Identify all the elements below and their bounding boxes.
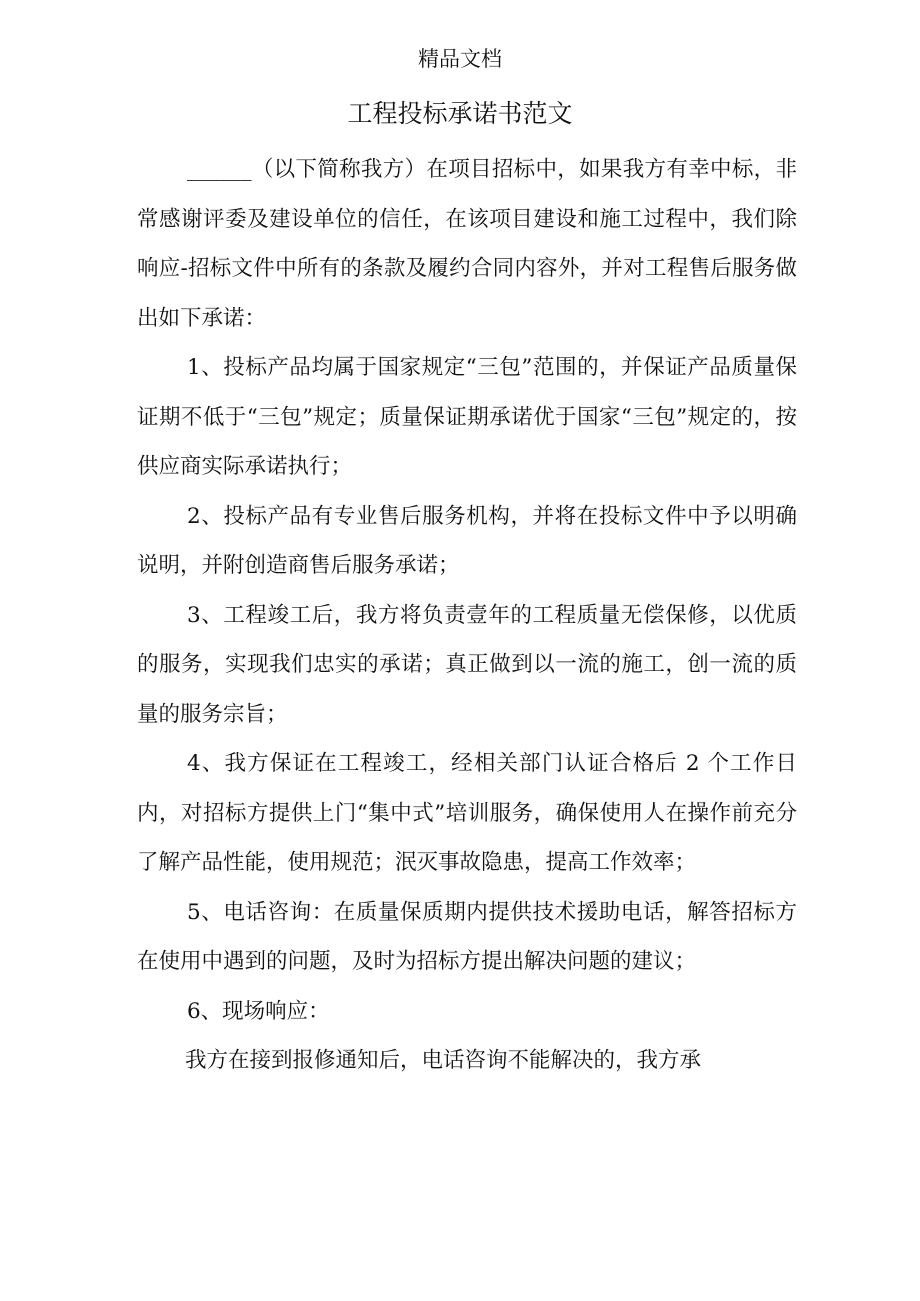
commitment-item-6: 6、现场响应： [187, 998, 330, 1024]
page-header: 精品文档 [418, 47, 502, 71]
document-body [137, 145, 797, 1086]
commitment-item-3: 3、工程竣工后，我方将负责壹年的工程质量无偿保修，以优质的服务，实现我们忠实的承诺；真正做到以一流的施工，创一流的质量的服务宗旨； [137, 602, 797, 727]
commitment-item-5: 5、电话咨询：在质量保质期内提供技术援助电话，解答招标方在使用中遇到的问题，及时为招标方提出解决问题的建议； [137, 899, 797, 974]
document-title: 工程投标承诺书范文 [347, 99, 573, 128]
onsite-response-paragraph: 我方在接到报修通知后，电话咨询不能解决的，我方承 [185, 1048, 702, 1073]
commitment-item-1: 1、投标产品均属于国家规定“三包”范围的，并保证产品质量保证期不低于“三包”规定；质量保证期承诺优于国家“三包”规定的，按供应商实际承诺执行； [137, 355, 797, 479]
commitment-item-2: 2、投标产品有专业售后服务机构，并将在投标文件中予以明确说明，并附创造商售后服务承诺； [137, 503, 797, 578]
intro-paragraph: ______（以下简称我方）在项目招标中，如果我方有幸中标，非常感谢评委及建设单位的信任，在该项目建设和施工过程中，我们除响应-招标文件中所有的条款及履约合同内容外，并对工程售后服务做出如下承诺： [137, 157, 797, 331]
commitment-item-4: 4、我方保证在工程竣工，经相关部门认证合格后 2 个工作日内，对招标方提供上门“集中式”培训服务，确保使用人在操作前充分了解产品性能，使用规范；泯灭事故隐患，提高工作效率； [137, 751, 797, 875]
